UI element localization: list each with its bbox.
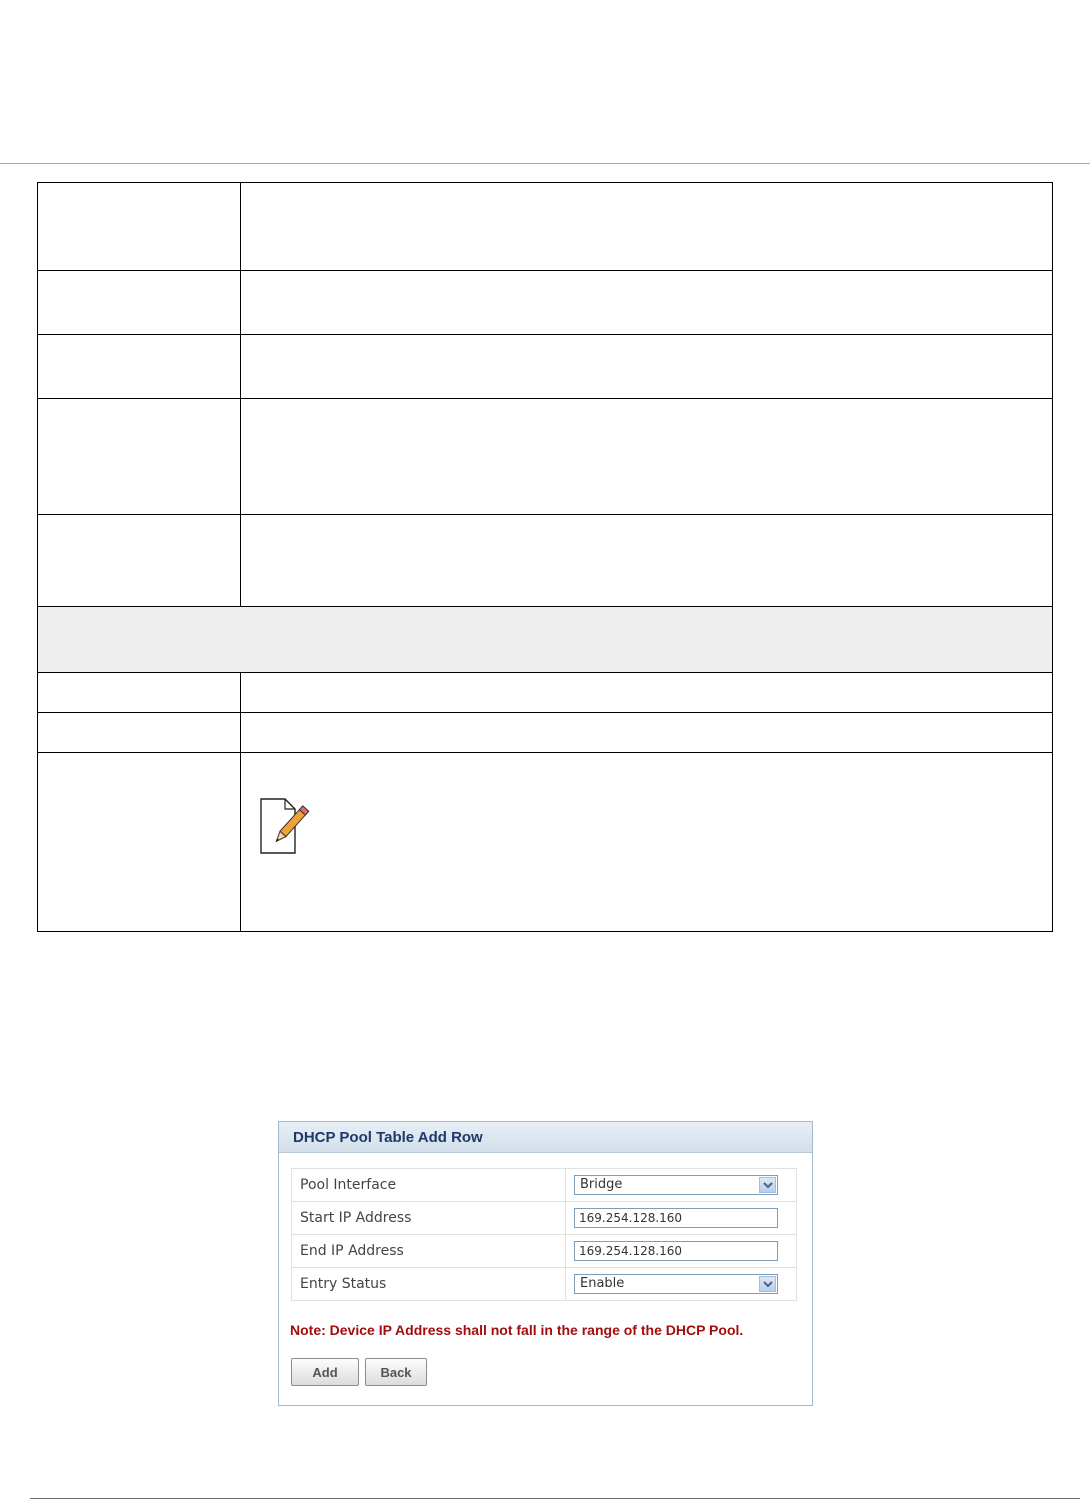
table-row — [38, 713, 1053, 753]
note-pencil-icon — [257, 797, 317, 857]
form-row — [292, 1169, 797, 1202]
back-button[interactable]: Back — [365, 1358, 427, 1386]
form-row — [292, 1202, 797, 1235]
chevron-down-icon[interactable] — [759, 1177, 776, 1193]
table-cell — [241, 753, 1053, 932]
table-cell — [38, 399, 241, 515]
table-cell — [241, 271, 1053, 335]
table-cell — [38, 673, 241, 713]
table-row — [38, 753, 1053, 932]
entry-status-label: Entry Status — [292, 1268, 566, 1301]
table-cell — [38, 183, 241, 271]
table-row — [38, 515, 1053, 607]
form-row — [292, 1235, 797, 1268]
section-header-cell — [38, 607, 1053, 673]
table-row — [38, 335, 1053, 399]
header-rule — [0, 163, 1090, 164]
pool-form — [291, 1168, 797, 1301]
table-row — [38, 673, 1053, 713]
table-row — [38, 183, 1053, 271]
end-ip-cell — [566, 1235, 797, 1268]
table-cell — [241, 673, 1053, 713]
panel-title: DHCP Pool Table Add Row — [293, 1129, 483, 1146]
table-cell — [38, 515, 241, 607]
table-cell — [38, 271, 241, 335]
table-cell — [241, 713, 1053, 753]
footer-rule — [30, 1498, 1080, 1499]
table-cell — [38, 753, 241, 932]
entry-status-value: Enable — [580, 1276, 625, 1291]
entry-status-select[interactable] — [574, 1274, 778, 1294]
table-row — [38, 399, 1053, 515]
pool-interface-label: Pool Interface — [292, 1169, 566, 1202]
parameter-table — [37, 182, 1053, 932]
pool-interface-select[interactable] — [574, 1175, 778, 1195]
start-ip-input[interactable] — [574, 1208, 778, 1228]
dhcp-pool-add-panel — [278, 1121, 813, 1406]
start-ip-label: Start IP Address — [292, 1202, 566, 1235]
table-row — [38, 271, 1053, 335]
pool-interface-value: Bridge — [580, 1177, 623, 1192]
table-cell — [38, 713, 241, 753]
table-cell — [241, 183, 1053, 271]
table-cell — [241, 515, 1053, 607]
dhcp-pool-note: Note: Device IP Address shall not fall in the range of the DHCP Pool. — [290, 1322, 744, 1338]
table-cell — [38, 335, 241, 399]
add-button[interactable]: Add — [291, 1358, 359, 1386]
start-ip-cell — [566, 1202, 797, 1235]
table-cell — [241, 399, 1053, 515]
entry-status-cell — [566, 1268, 797, 1301]
panel-header — [279, 1122, 812, 1153]
section-header-row — [38, 607, 1053, 673]
pool-interface-cell — [566, 1169, 797, 1202]
table-cell — [241, 335, 1053, 399]
end-ip-label: End IP Address — [292, 1235, 566, 1268]
chevron-down-icon[interactable] — [759, 1276, 776, 1292]
end-ip-input[interactable] — [574, 1241, 778, 1261]
form-row — [292, 1268, 797, 1301]
